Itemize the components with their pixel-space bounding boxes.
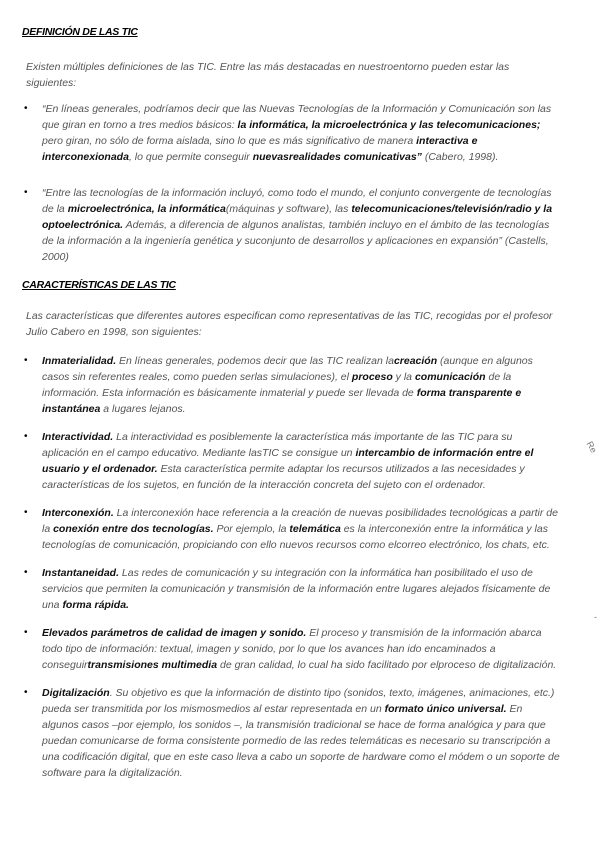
section-title-definicion: DEFINICIÓN DE LAS TIC [22,26,138,38]
item-text: (Cabero, 1998). [421,151,499,163]
item-bold: interactiva e interconexionada [42,135,478,163]
section-title-caracteristicas: CARACTERÍSTICAS DE LAS TIC [22,279,176,291]
list-item [22,565,560,613]
item-bold: proceso [351,371,393,383]
edge-mark-top: Re [584,439,599,455]
item-bold: Interconexión. [42,507,114,519]
characteristics-list [22,353,560,781]
item-bold: Digitalización [42,687,110,699]
item-text: En líneas generales, podemos decir que las TIC realizan la [116,355,394,367]
item-text: de gran calidad, lo cual ha sido facilitado por elproceso de digitalización. [217,659,557,671]
bullet-icon: • [24,627,28,638]
item-text: , lo que permite conseguir [128,151,253,163]
item-bold: telecomunicaciones/televisión/radio y la optoelectrónica. [42,203,553,231]
list-item [22,101,560,165]
bullet-icon: • [24,567,28,578]
bullet-icon: • [24,103,28,114]
item-bold: creación [393,355,438,367]
document-page [22,26,560,781]
definition-list [22,101,560,265]
item-bold: Interactividad. [42,431,114,443]
item-text: Las redes de comunicación y su integración con la informática han posibilitado el uso de servicios que permiten la comunicación y transmisión de la información entre lugares alejados físicamente de una [42,567,551,611]
item-text: y la [392,371,415,383]
bullet-icon: • [24,431,28,442]
item-text: Esta característica permite adaptar los recursos utilizados a las necesidades y características de los sujetos, en función de la interacción concreta del sujeto con el ordenador. [42,463,525,491]
edge-mark-bottom: - [594,612,597,622]
list-item [22,625,560,673]
item-bold: formato único universal. [384,703,507,715]
item-text: Además, a diferencia de algunos analistas, también incluyo en el ámbito de las tecnologías de la información a la ingeniería genética y suconjunto de desarrollos y aplicaciones en expansión” (Castells, 2000) [42,219,550,263]
item-text: de la información. Esta información es básicamente inmaterial y puede ser llevada de [42,371,512,399]
item-text: (máquinas y software), las [225,203,352,215]
list-item [22,685,560,781]
item-bold: forma rápida. [62,599,129,611]
item-text: (aunque en algunos casos sin referentes reales, como pueden serlas simulaciones), el [42,355,533,383]
item-bold: forma transparente e instantánea [42,387,522,415]
list-item [22,185,560,265]
item-bold: intercambio de información entre el usuario y el ordenador. [42,447,534,475]
item-text: En algunos casos –por ejemplo, los sonidos –, la transmisión tradicional se hace de forma analógica y para que puedan comunicarse de forma consistente pormedio de las redes telemáticas es necesario su transcripción a una codificación digital, que en este caso lleva a cabo un soporte de hardware como el módem o un soporte de software para la digitalización. [42,703,560,779]
bullet-icon: • [24,507,28,518]
item-text: “Entre las tecnologías de la información incluyó, como todo el mundo, el conjunto convergente de tecnologías de la [42,187,552,215]
list-item [22,505,560,553]
item-text: El proceso y transmisión de la información abarca todo tipo de información: textual, imagen y sonido, por lo que los avances han ido encaminados a conseguir [42,627,542,671]
item-bold: transmisiones multimedia [87,659,218,671]
item-bold: microelectrónica, la informática [67,203,226,215]
bullet-icon: • [24,187,28,198]
item-text: La interactividad es posiblemente la característica más importante de las TIC para su aplicación en el campo educativo. Mediante lasTIC se consigue un [42,431,513,459]
item-text: La interconexión hace referencia a la creación de nuevas posibilidades tecnológicas a partir de la [42,507,558,535]
item-bold: la informática, la microelectrónica y las telecomunicaciones; [237,119,541,131]
item-text: a lugares lejanos. [100,403,186,415]
item-bold: telemática [289,523,341,535]
section-intro-definicion: Existen múltiples definiciones de las TIC. Entre las más destacadas en nuestroentorno pueden estar las siguientes: [26,61,510,89]
item-bold: Instantaneidad. [42,567,120,579]
item-text: “En líneas generales, podríamos decir que las Nuevas Tecnologías de la Información y Comunicación son las que giran en torno a tres medios básicos: [42,103,552,131]
bullet-icon: • [24,687,28,698]
item-bold: comunicación [414,371,486,383]
item-bold: Inmaterialidad. [42,355,117,367]
item-bold: conexión entre dos tecnologías. [53,523,214,535]
list-item [22,353,560,417]
item-text: . Su objetivo es que la información de distinto tipo (sonidos, texto, imágenes, animaciones, etc.) pueda ser transmitida por los mismosmedios al estar representada en un [42,687,555,715]
item-bold: nuevasrealidades comunicativas” [252,151,422,163]
item-bold: Elevados parámetros de calidad de imagen y sonido. [42,627,307,639]
bullet-icon: • [24,355,28,366]
item-text: pero giran, no sólo de forma aislada, sino lo que es más significativo de manera [42,135,417,147]
section-intro-caracteristicas: Las características que diferentes autores especifican como representativas de las TIC, recogidas por el profesor Julio Cabero en 1998, son siguientes: [26,310,553,338]
item-text: es la interconexión entre la informática y las tecnologías de comunicación, propiciando con ello nuevos recursos como elcorreo electrónico, los chats, etc. [42,523,550,551]
item-text: Por ejemplo, la [213,523,290,535]
list-item [22,429,560,493]
